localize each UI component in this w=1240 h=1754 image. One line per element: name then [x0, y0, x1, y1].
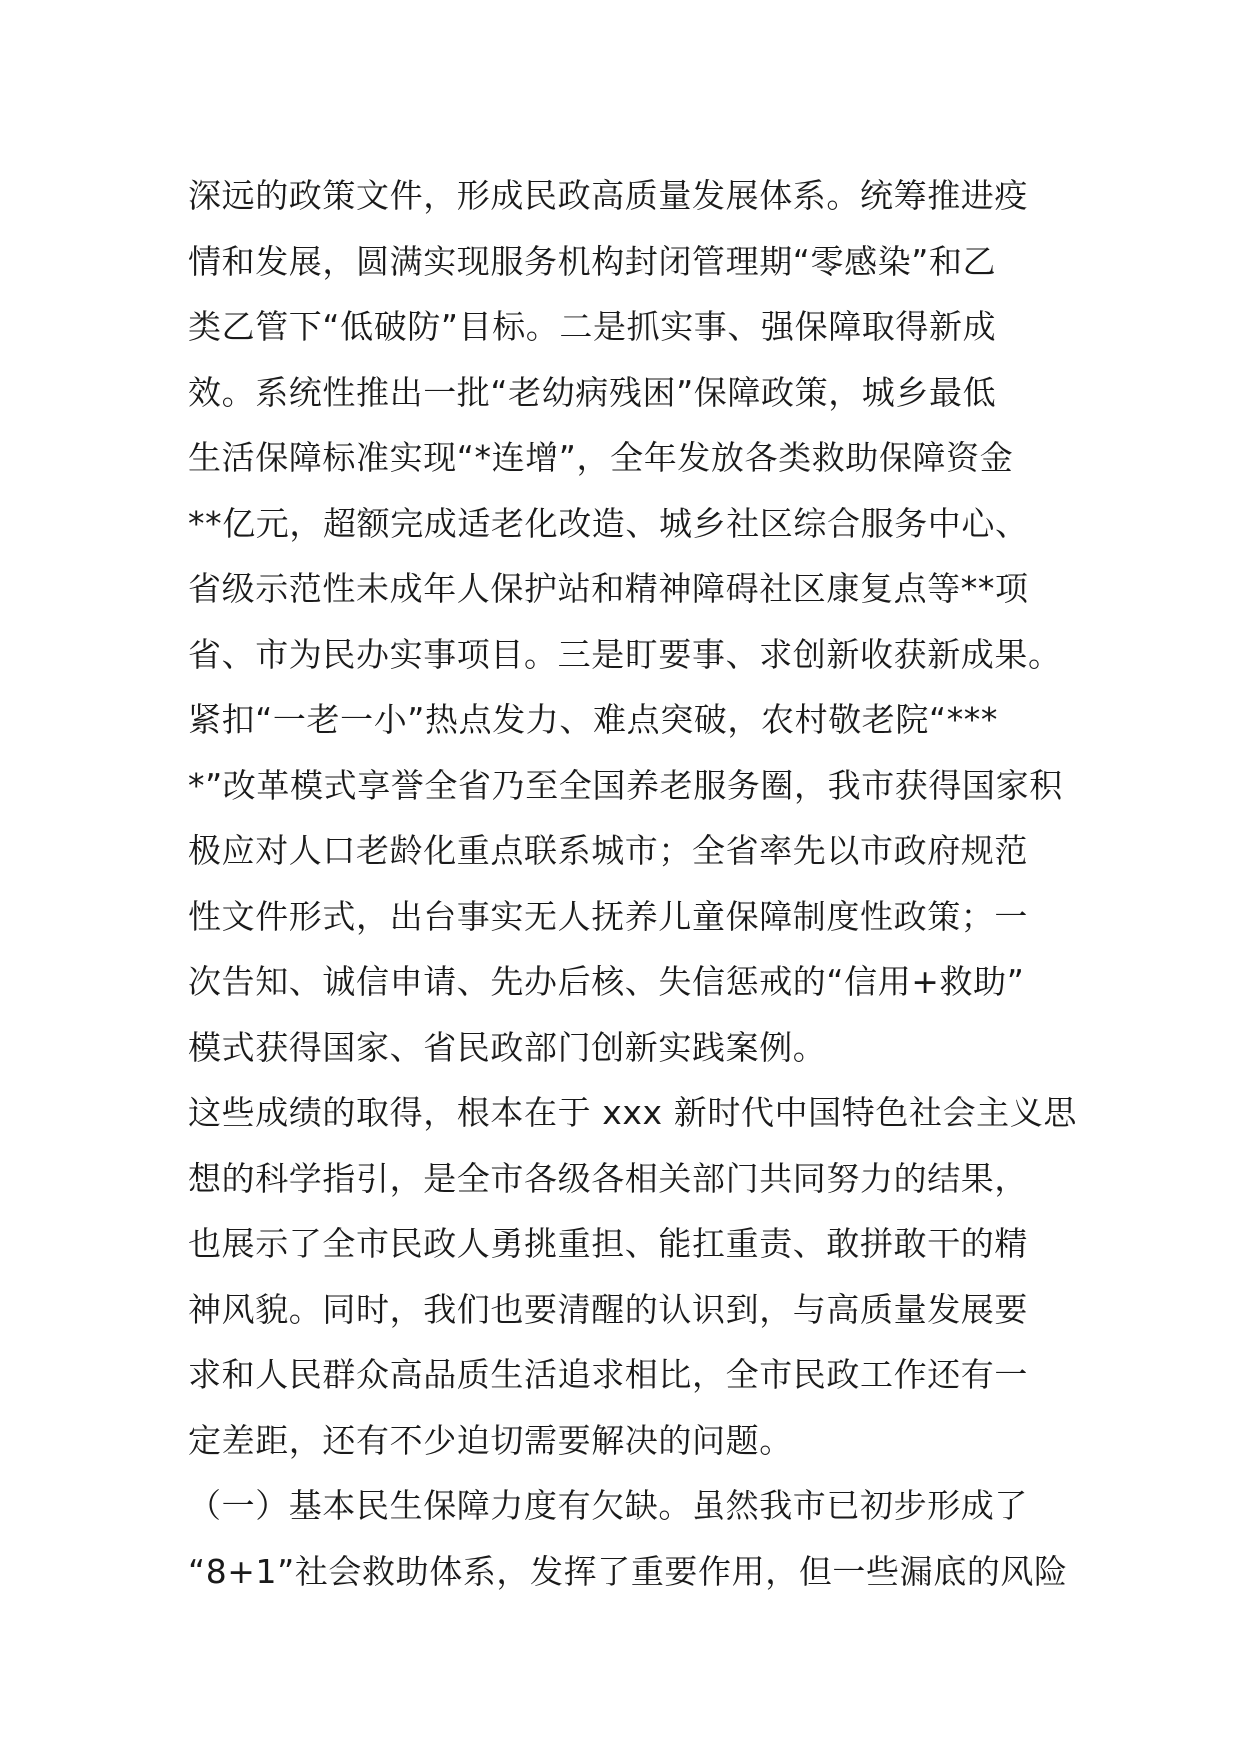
text-line: “8+1”社会救助体系，发挥了重要作用，但一些漏底的风险 [188, 1551, 1068, 1591]
text-line: 也展示了全市民政人勇挑重担、能扛重责、敢拼敢干的精 [188, 1224, 1028, 1263]
text-line: 想的科学指引，是全市各级各相关部门共同努力的结果， [188, 1158, 1028, 1198]
text-line: 求和人民群众高品质生活追求相比，全市民政工作还有一 [188, 1355, 1028, 1394]
text-line: 极应对人口老龄化重点联系城市；全省率先以市政府规范 [188, 831, 1028, 870]
text-line: 紧扣“一老一小”热点发力、难点突破，农村敬老院“*** [188, 700, 998, 739]
text-line: 效。系统性推出一批“老幼病残困”保障政策，城乡最低 [188, 372, 997, 412]
text-line: 情和发展，圆满实现服务机构封闭管理期“零感染”和乙 [188, 241, 997, 281]
text-line: 类乙管下“低破防”目标。二是抓实事、强保障取得新成 [188, 307, 997, 346]
text-line: 神风貌。同时，我们也要清醒的认识到，与高质量发展要 [188, 1289, 1028, 1329]
text-line: 次告知、诚信申请、先办后核、失信惩戒的“信用+救助” [188, 962, 1025, 1001]
body-text [188, 163, 1077, 1604]
text-line: （一）基本民生保障力度有欠缺。虽然我市已初步形成了 [188, 1486, 1028, 1525]
text-line: 深远的政策文件，形成民政高质量发展体系。统筹推进疫 [188, 176, 1028, 215]
text-line: 定差距，还有不少迫切需要解决的问题。 [188, 1420, 793, 1460]
text-line: 这些成绩的取得，根本在于 xxx 新时代中国特色社会主义思 [188, 1093, 1077, 1132]
text-line: 省、市为民办实事项目。三是盯要事、求创新收获新成果。 [188, 634, 1062, 674]
text-line: 省级示范性未成年人保护站和精神障碍社区康复点等**项 [188, 569, 1029, 608]
text-line: 模式获得国家、省民政部门创新实践案例。 [188, 1027, 827, 1067]
text-line: 性文件形式，出台事实无人抚养儿童保障制度性政策；一 [188, 896, 1028, 936]
text-line: *”改革模式享誉全省乃至全国养老服务圈，我市获得国家积 [188, 765, 1063, 805]
text-line: **亿元，超额完成适老化改造、城乡社区综合服务中心、 [188, 503, 1029, 543]
text-line: 生活保障标准实现“*连增”，全年发放各类救助保障资金 [188, 438, 1014, 477]
